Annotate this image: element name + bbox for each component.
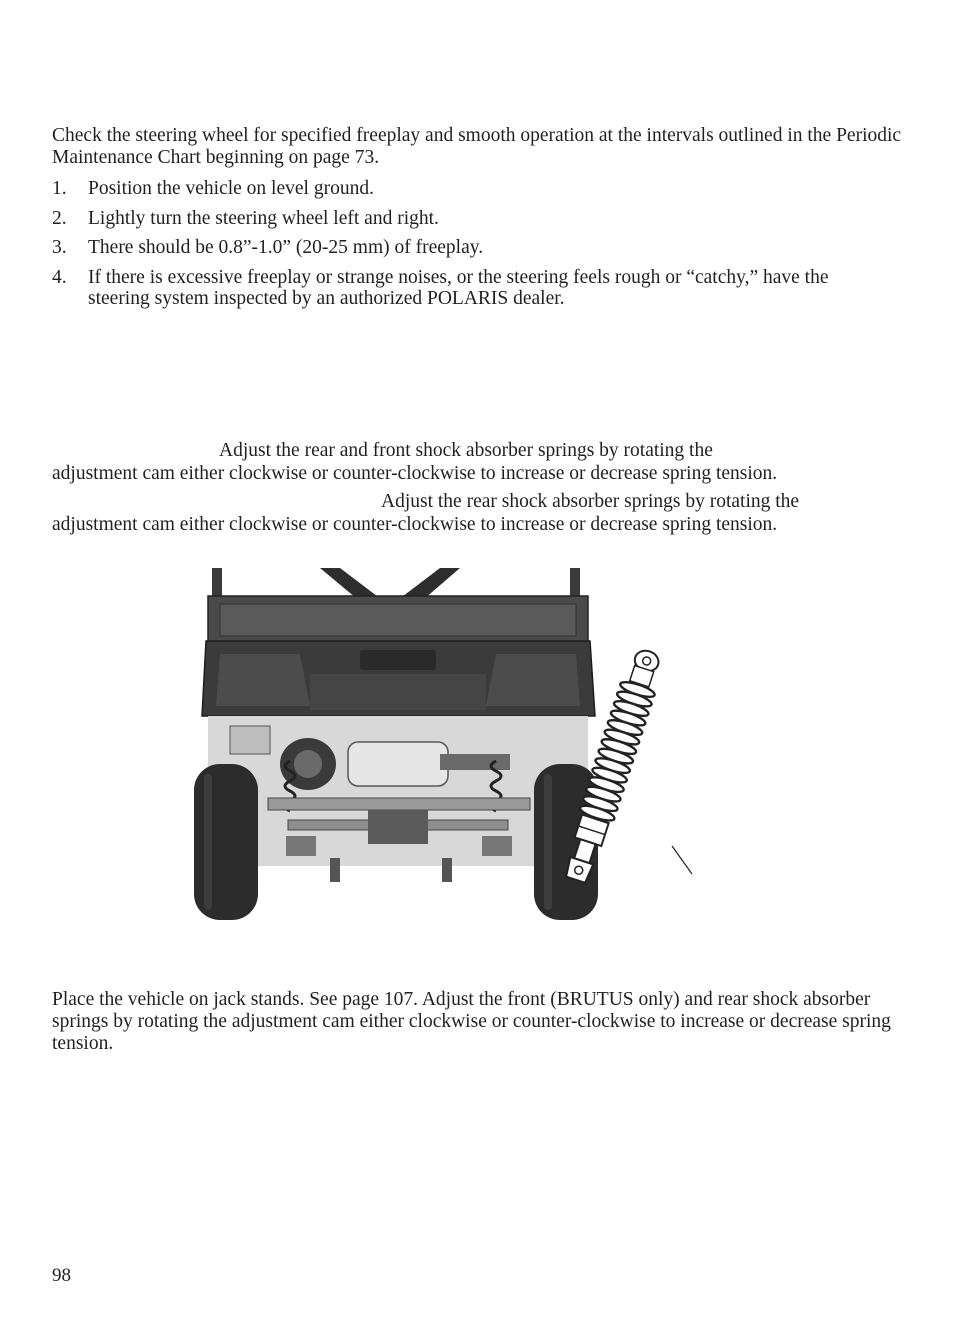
step-number: 1. bbox=[52, 178, 67, 199]
step-text: Position the vehicle on level ground. bbox=[88, 178, 374, 199]
vehicle-rear-illustration bbox=[190, 566, 750, 926]
steering-step-4 bbox=[52, 267, 912, 309]
steering-step-1 bbox=[52, 178, 912, 199]
procedure-paragraph: Place the vehicle on jack stands. See page 107. Adjust the front (BRUTUS only) and rear shock absorber springs by rotating the adjustment cam either clockwise or counter-clockwise to increase or decrease spring tension. bbox=[52, 989, 891, 1054]
shock-item-1-line-2: adjustment cam either clockwise or counter-clockwise to increase or decrease spring tension. bbox=[52, 463, 778, 484]
shock-item-1-line-1: Adjust the rear and front shock absorber springs by rotating the bbox=[219, 440, 713, 461]
step-number: 3. bbox=[52, 237, 67, 258]
shock-item-2-line-1: Adjust the rear shock absorber springs by rotating the bbox=[381, 491, 800, 512]
page-number: 98 bbox=[52, 1265, 71, 1286]
step-text: If there is excessive freeplay or strange noises, or the steering feels rough or “catchy,” have the steering system inspected by an authorized POLARIS dealer. bbox=[88, 267, 829, 309]
step-number: 4. bbox=[52, 267, 67, 288]
steering-step-2 bbox=[52, 208, 912, 229]
step-text: There should be 0.8”-1.0” (20-25 mm) of freeplay. bbox=[88, 237, 484, 258]
steering-step-3 bbox=[52, 237, 912, 258]
shock-item-2-line-2: adjustment cam either clockwise or counter-clockwise to increase or decrease spring tension. bbox=[52, 514, 778, 535]
steering-intro-paragraph: Check the steering wheel for specified freeplay and smooth operation at the intervals outlined in the Periodic Maintenance Chart beginning on page 73. bbox=[52, 125, 902, 168]
step-text: Lightly turn the steering wheel left and right. bbox=[88, 208, 439, 229]
step-number: 2. bbox=[52, 208, 67, 229]
vehicle-rear-figure bbox=[190, 566, 750, 926]
